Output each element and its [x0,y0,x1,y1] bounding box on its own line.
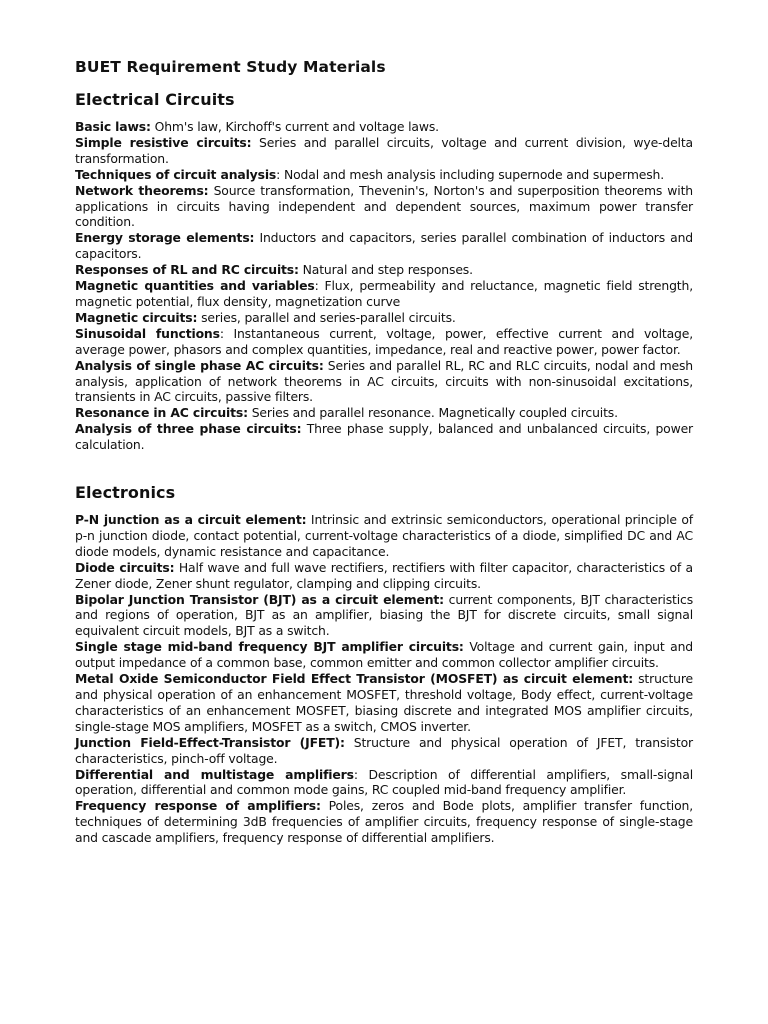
topic-paragraph [75,135,693,167]
topic-term: Magnetic circuits: [75,309,198,325]
section-electrical-circuits [75,90,693,453]
topic-description: Series and parallel RL, RC and RLC circuits, nodal and mesh analysis, application of network theorems in AC circuits, circuits with non-sinusoidal excitations, transients in AC circuits, passive filters. [75,357,693,405]
topic-term: Differential and multistage amplifiers [75,766,354,782]
topic-term: Basic laws: [75,119,151,134]
topic-paragraph [75,326,693,358]
topic-description: Half wave and full wave rectifiers, rectifiers with filter capacitor, characteristics of a Zener diode, Zener shunt regulator, clamping and clipping circuits. [75,559,693,591]
topic-paragraph [75,278,693,310]
topic-paragraph [75,735,693,767]
topic-description: Series and parallel circuits, voltage and current division, wye-delta transformation. [75,134,693,166]
topic-description: Structure and physical operation of JFET, transistor characteristics, pinch-off voltage. [75,734,693,766]
topic-term: Network theorems: [75,182,209,198]
topic-paragraph [75,560,693,592]
topic-paragraph [75,512,693,560]
topic-term: Sinusoidal functions [75,325,220,341]
topic-paragraph [75,310,693,326]
topic-term: Junction Field-Effect-Transistor (JFET): [75,734,345,750]
topic-description: current components, BJT characteristics and regions of operation, BJT as an amplifier, biasing the BJT for discrete circuits, small signal equivalent circuit models, BJT as a switch. [75,591,694,639]
topic-term: Simple resistive circuits: [75,134,252,150]
document-title: BUET Requirement Study Materials [75,58,386,76]
topic-term: Analysis of single phase AC circuits: [75,357,324,373]
topic-paragraph [75,358,693,406]
topic-paragraph [75,639,693,671]
topic-term: Magnetic quantities and variables [75,278,315,294]
topic-term: Frequency response of amplifiers: [75,798,321,814]
topic-list [75,512,693,846]
topic-description: Series and parallel resonance. Magnetically coupled circuits. [247,405,618,421]
topic-term: Resonance in AC circuits: [75,405,248,421]
topic-paragraph [75,421,693,453]
document-page [75,58,693,876]
topic-term: Responses of RL and RC circuits: [75,262,299,278]
topic-description: : Flux, permeability and reluctance, magnetic field strength, magnetic potential, flux density, magnetization curve [75,278,693,309]
section-electronics [75,483,693,846]
topic-paragraph [75,592,693,640]
topic-term: Energy storage elements: [75,230,255,246]
topic-paragraph [75,119,693,135]
topic-term: Diode circuits: [75,559,175,575]
topic-term: Metal Oxide Semiconductor Field Effect Transistor (MOSFET) as circuit element: [75,671,634,687]
topic-paragraph [75,798,693,846]
topic-term: Single stage mid-band frequency BJT amplifier circuits: [75,639,464,655]
topic-term: Techniques of circuit analysis [75,166,277,182]
topic-description: Inductors and capacitors, series parallel combination of inductors and capacitors. [75,230,693,262]
topic-list [75,119,693,453]
topic-paragraph [75,230,693,262]
topic-description: Poles, zeros and Bode plots, amplifier transfer function, techniques of determining 3dB frequencies of amplifier circuits, frequency response of single-stage and cascade amplifiers, frequency response of differential amplifiers. [75,798,694,846]
topic-paragraph [75,167,693,183]
topic-term: Analysis of three phase circuits: [75,421,302,437]
topic-description: structure and physical operation of an enhancement MOSFET, threshold voltage, Body effect, current-voltage characteristics of an enhancement MOSFET, biasing discrete and integrated MOS amplifier circuits, single-stage MOS amplifiers, MOSFET as a switch, CMOS inverter. [75,671,694,734]
topic-paragraph [75,767,693,799]
section-heading: Electrical Circuits [75,90,235,109]
topic-description: : Instantaneous current, voltage, power, effective current and voltage, average power, phasors and complex quantities, impedance, real and reactive power, power factor. [75,325,693,357]
topic-description: Source transformation, Thevenin's, Norton's and superposition theorems with applications in circuits having independent and dependent sources, maximum power transfer condition. [75,182,693,230]
topic-description: Natural and step responses. [298,262,473,278]
topic-description: Three phase supply, balanced and unbalanced circuits, power calculation. [75,421,694,453]
topic-description: Intrinsic and extrinsic semiconductors, operational principle of p-n junction diode, contact potential, current-voltage characteristics of a diode, simplified DC and AC diode models, dynamic resistance and capacitance. [75,512,693,559]
topic-paragraph [75,671,693,735]
topic-paragraph [75,183,693,231]
topic-description: series, parallel and series-parallel circuits. [197,309,456,325]
topic-description: : Description of differential amplifiers, small-signal operation, differential and common mode gains, RC coupled mid-band frequency amplifier. [75,766,693,798]
topic-description: Voltage and current gain, input and output impedance of a common base, common emitter and common collector amplifier circuits. [75,639,694,671]
topic-paragraph [75,405,693,421]
section-heading: Electronics [75,483,176,503]
topic-description: : Nodal and mesh analysis including supernode and supermesh. [276,166,665,182]
topic-term: Bipolar Junction Transistor (BJT) as a circuit element: [75,591,444,607]
topic-description: Ohm's law, Kirchoff's current and voltage laws. [150,119,439,134]
topic-paragraph [75,262,693,278]
topic-term: P-N junction as a circuit element: [75,512,307,528]
